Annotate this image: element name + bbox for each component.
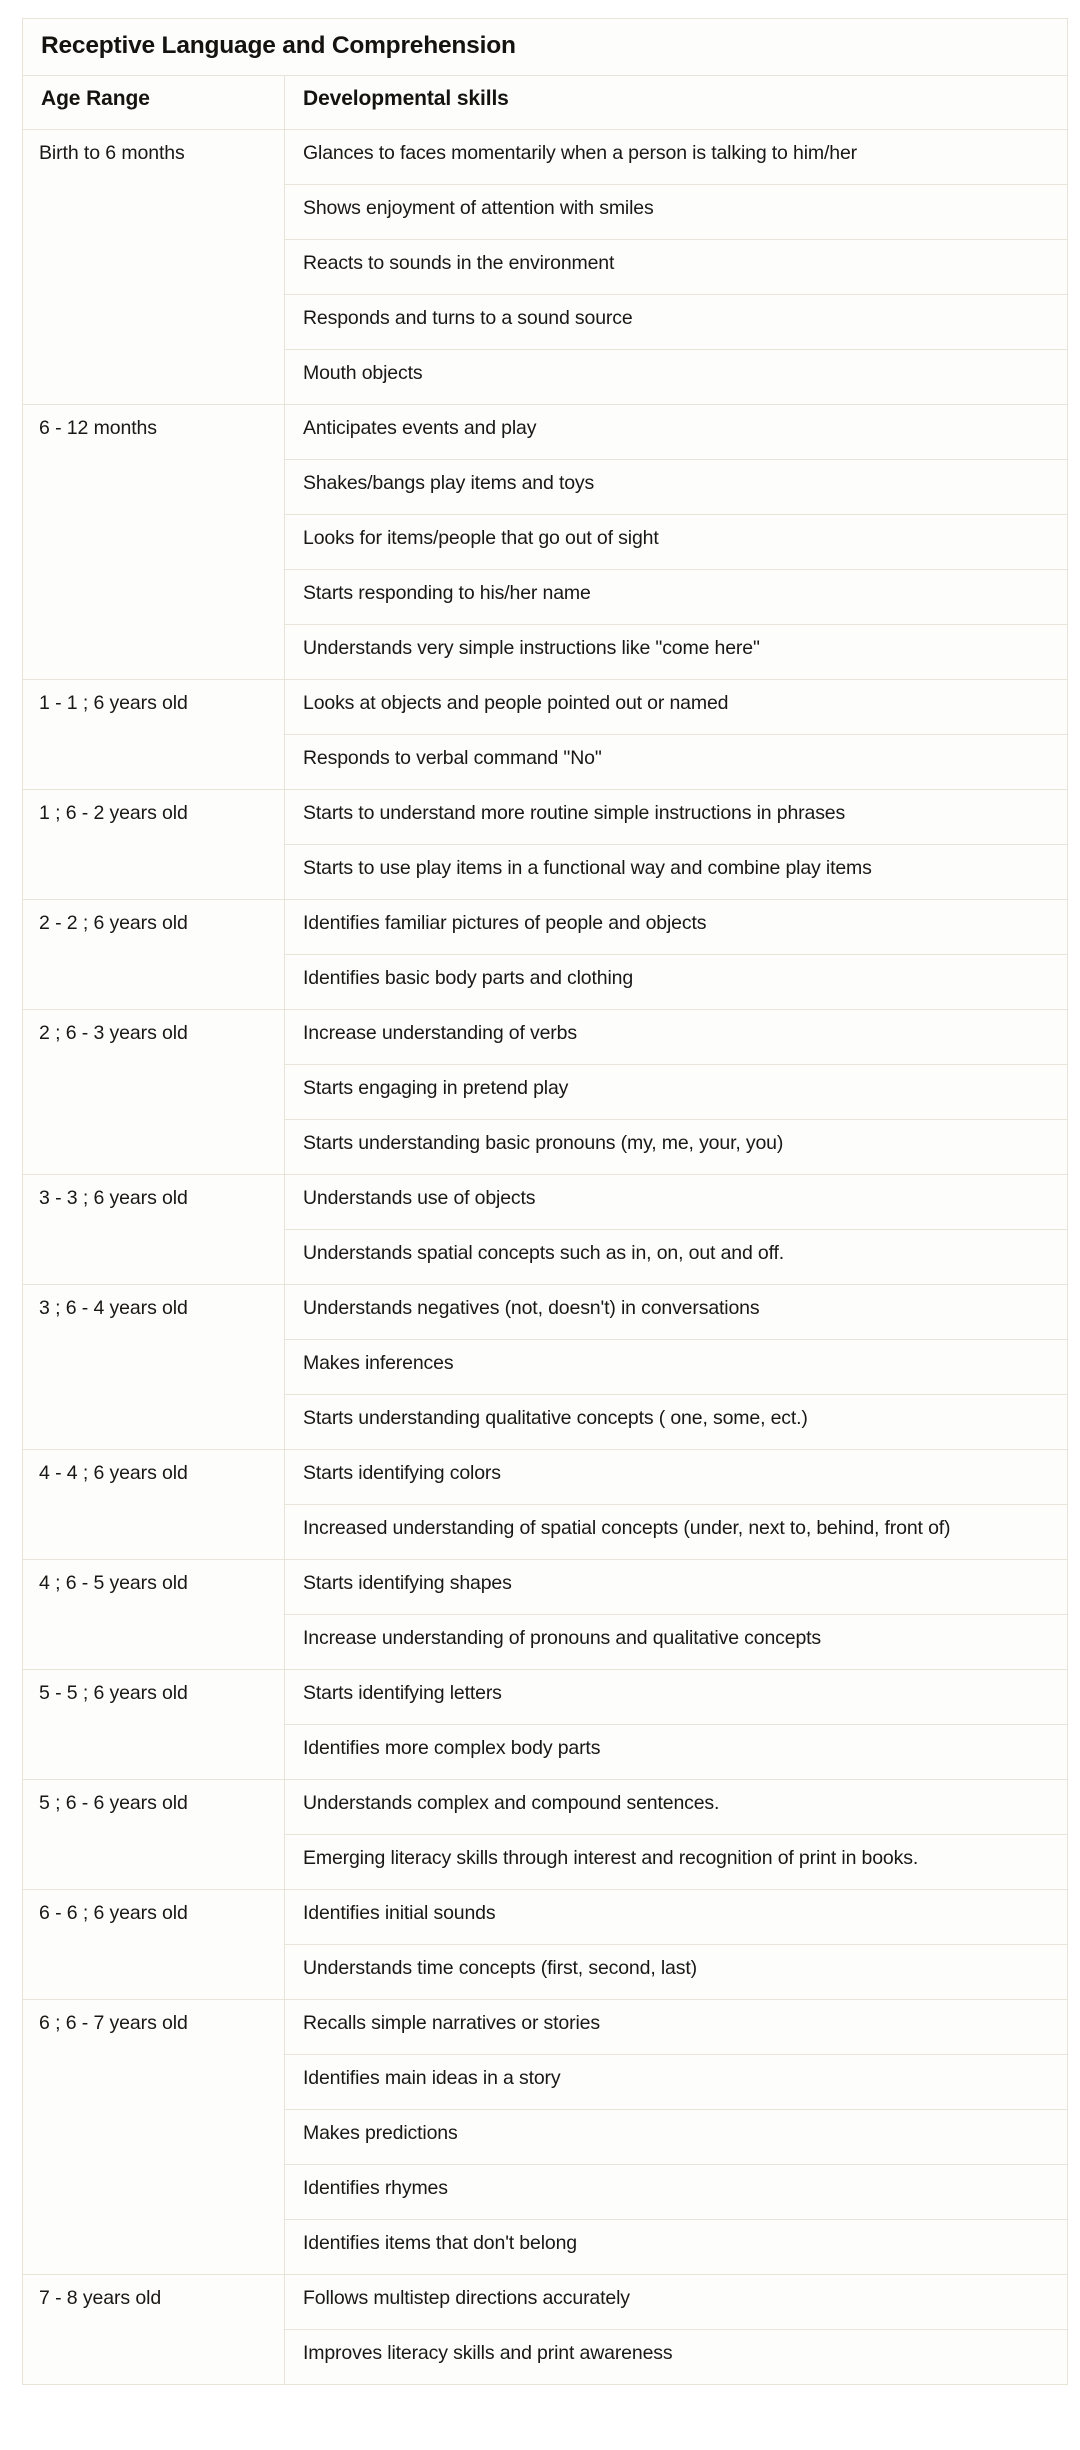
table-row <box>23 1890 1068 1945</box>
age-range-cell: 4 ; 6 - 5 years old <box>23 1560 285 1670</box>
developmental-skill-cell: Starts to understand more routine simple instructions in phrases <box>285 790 1068 845</box>
developmental-skill-cell: Identifies basic body parts and clothing <box>285 955 1068 1010</box>
developmental-skill-cell: Responds to verbal command "No" <box>285 735 1068 790</box>
developmental-skill-cell: Starts to use play items in a functional way and combine play items <box>285 845 1068 900</box>
table-row <box>23 1010 1068 1065</box>
table-row <box>23 2000 1068 2055</box>
developmental-skill-cell: Starts engaging in pretend play <box>285 1065 1068 1120</box>
developmental-skill-cell: Anticipates events and play <box>285 405 1068 460</box>
developmental-skill-cell: Identifies more complex body parts <box>285 1725 1068 1780</box>
developmental-skill-cell: Makes inferences <box>285 1340 1068 1395</box>
developmental-skill-cell: Identifies initial sounds <box>285 1890 1068 1945</box>
table-row <box>23 130 1068 185</box>
developmental-skill-cell: Understands use of objects <box>285 1175 1068 1230</box>
age-range-cell: 1 ; 6 - 2 years old <box>23 790 285 900</box>
table-row <box>23 680 1068 735</box>
developmental-skill-cell: Mouth objects <box>285 350 1068 405</box>
age-range-cell: 3 - 3 ; 6 years old <box>23 1175 285 1285</box>
table-title: Receptive Language and Comprehension <box>23 19 1068 76</box>
age-range-cell: 2 ; 6 - 3 years old <box>23 1010 285 1175</box>
table-row <box>23 1780 1068 1835</box>
developmental-skill-cell: Starts identifying colors <box>285 1450 1068 1505</box>
developmental-skill-cell: Recalls simple narratives or stories <box>285 2000 1068 2055</box>
developmental-skill-cell: Increase understanding of verbs <box>285 1010 1068 1065</box>
developmental-skill-cell: Identifies familiar pictures of people and objects <box>285 900 1068 955</box>
developmental-skill-cell: Understands time concepts (first, second, last) <box>285 1945 1068 2000</box>
developmental-skill-cell: Reacts to sounds in the environment <box>285 240 1068 295</box>
developmental-skill-cell: Improves literacy skills and print awareness <box>285 2330 1068 2385</box>
column-header-developmental-skills: Developmental skills <box>285 76 1068 130</box>
table-row <box>23 900 1068 955</box>
table-row <box>23 1670 1068 1725</box>
table-row <box>23 1285 1068 1340</box>
age-range-cell: 2 - 2 ; 6 years old <box>23 900 285 1010</box>
table-header-row <box>23 76 1068 130</box>
age-range-cell: 5 ; 6 - 6 years old <box>23 1780 285 1890</box>
table-row <box>23 405 1068 460</box>
age-range-cell: 6 - 12 months <box>23 405 285 680</box>
developmental-skill-cell: Looks at objects and people pointed out or named <box>285 680 1068 735</box>
age-range-cell: 3 ; 6 - 4 years old <box>23 1285 285 1450</box>
receptive-language-table <box>22 18 1068 2385</box>
developmental-skill-cell: Shows enjoyment of attention with smiles <box>285 185 1068 240</box>
age-range-cell: 6 ; 6 - 7 years old <box>23 2000 285 2275</box>
developmental-skill-cell: Emerging literacy skills through interest and recognition of print in books. <box>285 1835 1068 1890</box>
table-row <box>23 1560 1068 1615</box>
age-range-cell: 1 - 1 ; 6 years old <box>23 680 285 790</box>
table-row <box>23 1450 1068 1505</box>
developmental-skill-cell: Looks for items/people that go out of sight <box>285 515 1068 570</box>
age-range-cell: 7 - 8 years old <box>23 2275 285 2385</box>
developmental-skill-cell: Starts responding to his/her name <box>285 570 1068 625</box>
age-range-cell: 5 - 5 ; 6 years old <box>23 1670 285 1780</box>
developmental-skill-cell: Increased understanding of spatial concepts (under, next to, behind, front of) <box>285 1505 1068 1560</box>
developmental-skill-cell: Understands complex and compound sentences. <box>285 1780 1068 1835</box>
developmental-skill-cell: Increase understanding of pronouns and qualitative concepts <box>285 1615 1068 1670</box>
column-header-age-range: Age Range <box>23 76 285 130</box>
developmental-skill-cell: Responds and turns to a sound source <box>285 295 1068 350</box>
developmental-skill-cell: Identifies rhymes <box>285 2165 1068 2220</box>
developmental-skill-cell: Identifies items that don't belong <box>285 2220 1068 2275</box>
developmental-skill-cell: Starts understanding basic pronouns (my, me, your, you) <box>285 1120 1068 1175</box>
developmental-skill-cell: Starts understanding qualitative concepts ( one, some, ect.) <box>285 1395 1068 1450</box>
developmental-skill-cell: Understands negatives (not, doesn't) in conversations <box>285 1285 1068 1340</box>
developmental-skill-cell: Glances to faces momentarily when a person is talking to him/her <box>285 130 1068 185</box>
developmental-skill-cell: Identifies main ideas in a story <box>285 2055 1068 2110</box>
developmental-skill-cell: Understands spatial concepts such as in, on, out and off. <box>285 1230 1068 1285</box>
age-range-cell: 4 - 4 ; 6 years old <box>23 1450 285 1560</box>
table-body <box>23 19 1068 2385</box>
developmental-skill-cell: Starts identifying letters <box>285 1670 1068 1725</box>
age-range-cell: Birth to 6 months <box>23 130 285 405</box>
developmental-skill-cell: Understands very simple instructions like "come here" <box>285 625 1068 680</box>
age-range-cell: 6 - 6 ; 6 years old <box>23 1890 285 2000</box>
table-row <box>23 2275 1068 2330</box>
developmental-skill-cell: Follows multistep directions accurately <box>285 2275 1068 2330</box>
table-row <box>23 790 1068 845</box>
developmental-skill-cell: Starts identifying shapes <box>285 1560 1068 1615</box>
developmental-skill-cell: Shakes/bangs play items and toys <box>285 460 1068 515</box>
table-title-row <box>23 19 1068 76</box>
developmental-skill-cell: Makes predictions <box>285 2110 1068 2165</box>
table-row <box>23 1175 1068 1230</box>
